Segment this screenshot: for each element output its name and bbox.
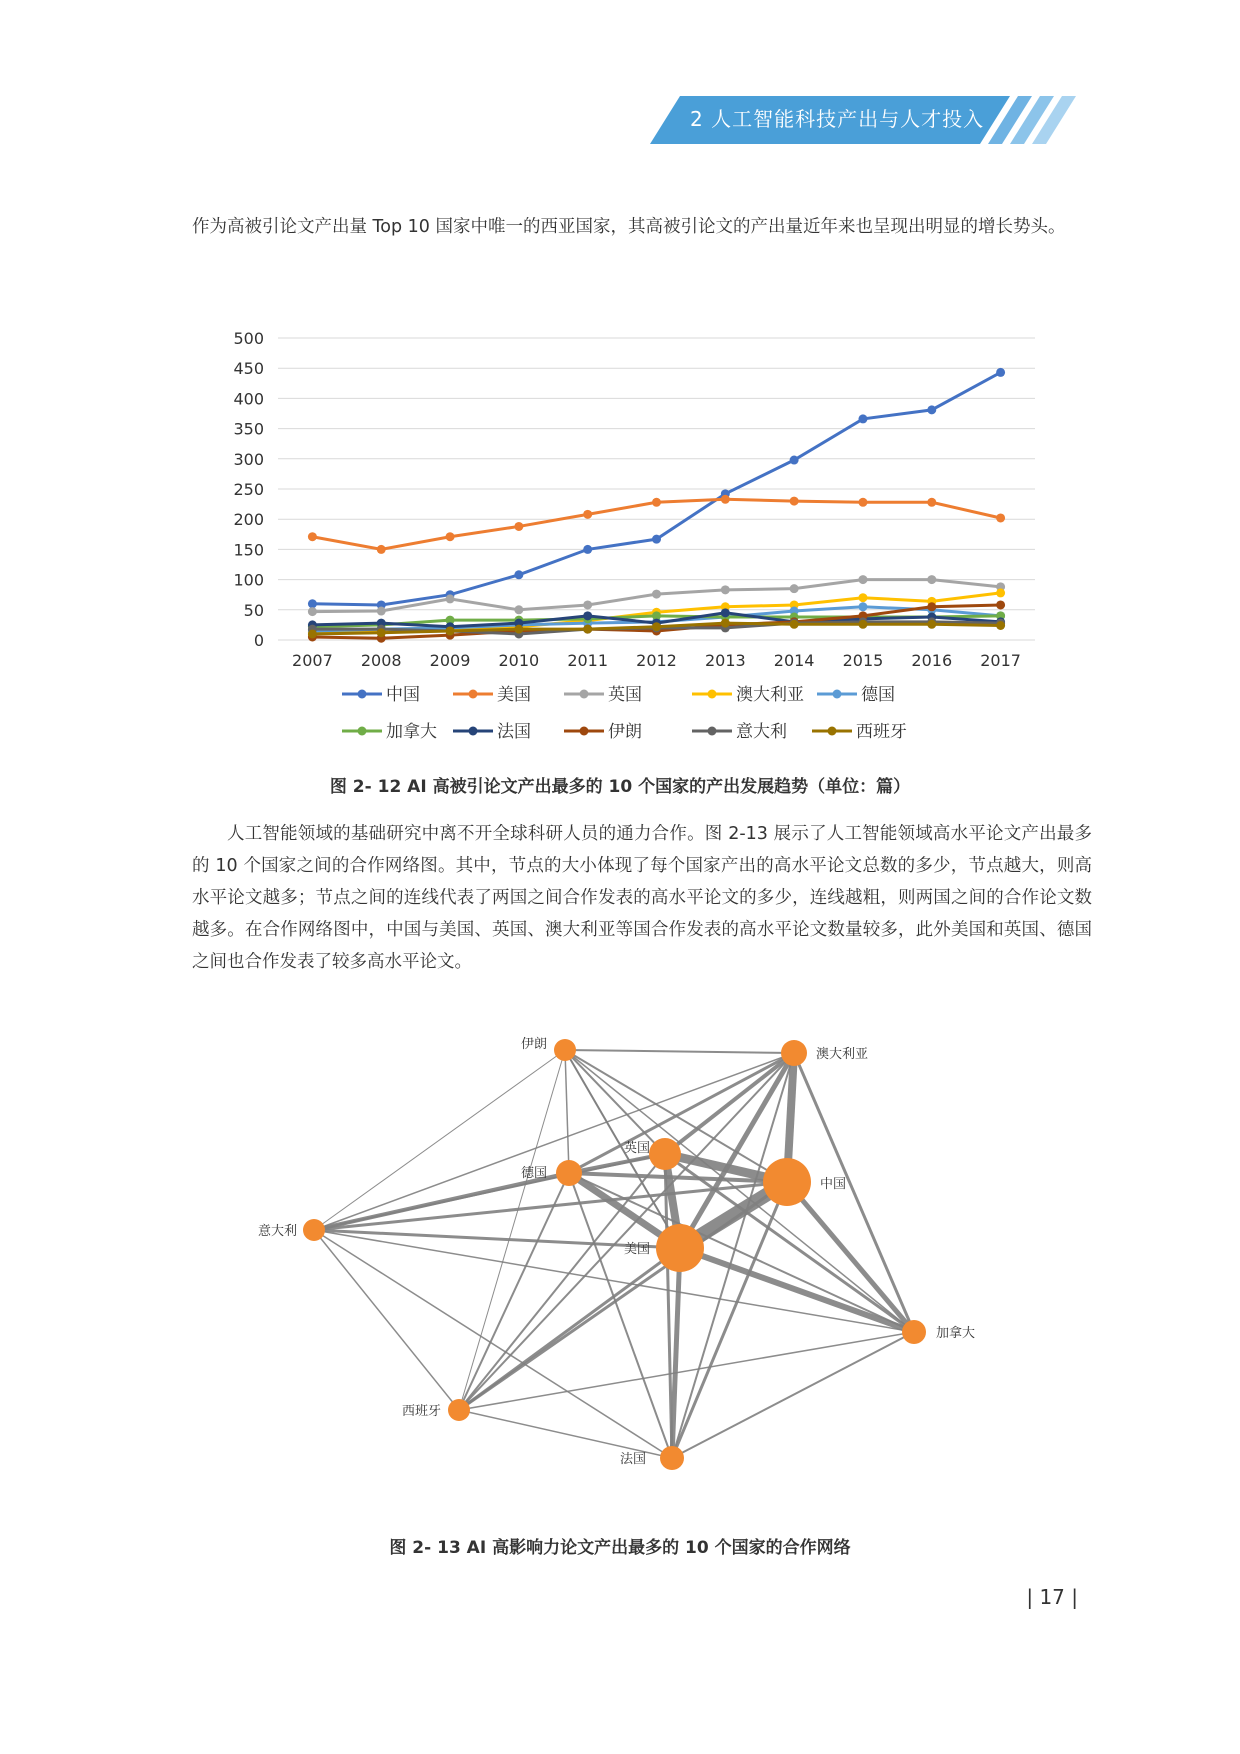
legend-swatch-marker (833, 690, 842, 699)
network-edge (565, 1050, 794, 1053)
y-tick-label: 450 (233, 359, 264, 379)
page-number-bar-left: | (1026, 1585, 1040, 1609)
network-edge (459, 1053, 794, 1410)
data-point (721, 495, 730, 504)
data-point (790, 456, 799, 465)
y-tick-label: 150 (233, 540, 264, 560)
data-point (583, 600, 592, 609)
legend-item (692, 685, 804, 705)
legend-swatch-marker (708, 690, 717, 699)
node-circle (303, 1219, 325, 1241)
edges (314, 1050, 914, 1458)
intro-paragraph: 作为高被引论文产出量 Top 10 国家中唯一的西亚国家，其高被引论文的产出量近年来也呈现出明显的增长势头。 (192, 217, 1066, 237)
legend-label: 澳大利亚 (736, 685, 804, 705)
node-label: 德国 (520, 1166, 547, 1181)
data-point (652, 498, 661, 507)
series-美国 (308, 495, 1005, 554)
x-tick-label: 2015 (842, 651, 884, 670)
x-tick-label: 2014 (773, 651, 815, 670)
data-point (858, 575, 867, 584)
figure1-caption: 图 2- 12 AI 高被引论文产出最多的 10 个国家的产出发展趋势（单位：篇） (329, 777, 911, 797)
network-edge (672, 1332, 914, 1458)
legend-label: 中国 (386, 685, 420, 705)
data-point (446, 532, 455, 541)
legend-item (342, 685, 420, 705)
network-node-iran (521, 1036, 576, 1061)
network-edge (565, 1050, 569, 1173)
legend-item (817, 685, 895, 705)
collaboration-network (230, 1020, 1010, 1500)
data-point (514, 625, 523, 634)
network-edge (565, 1050, 914, 1332)
network-edge (459, 1332, 914, 1410)
legend-label: 伊朗 (608, 722, 642, 742)
network-edge (569, 1173, 672, 1458)
x-tick-label: 2008 (360, 651, 402, 670)
data-point (996, 600, 1005, 609)
data-point (446, 626, 455, 635)
node-label: 法国 (619, 1452, 646, 1467)
node-circle (554, 1039, 576, 1061)
legend-swatch-marker (580, 727, 589, 736)
legend-swatch-marker (469, 727, 478, 736)
network-edge (459, 1410, 672, 1458)
data-point (858, 602, 867, 611)
data-point (377, 628, 386, 637)
legend-item (564, 685, 642, 705)
network-node-france (620, 1446, 684, 1470)
node-circle (656, 1224, 704, 1272)
y-tick-label: 0 (253, 631, 264, 650)
node-label: 中国 (820, 1177, 847, 1192)
data-point (514, 605, 523, 614)
data-point (790, 584, 799, 593)
node-circle (781, 1040, 807, 1066)
legend-swatch-marker (580, 690, 589, 699)
legend-label: 法国 (497, 722, 531, 742)
legend-item (812, 722, 907, 742)
y-tick-label: 300 (233, 449, 264, 469)
legend-label: 美国 (497, 685, 531, 705)
network-edge (565, 1050, 665, 1154)
y-tick-label: 50 (243, 600, 264, 620)
network-edge (672, 1248, 680, 1458)
legend-swatch-marker (469, 690, 478, 699)
node-circle (902, 1320, 926, 1344)
data-point (721, 608, 730, 617)
legend-label: 英国 (608, 685, 642, 705)
data-point (446, 594, 455, 603)
x-tick-label: 2010 (498, 651, 540, 670)
y-tick-label: 100 (233, 570, 264, 590)
data-point (790, 497, 799, 506)
data-point (721, 585, 730, 594)
legend-swatch-marker (828, 727, 837, 736)
figure2-caption: 图 2- 13 AI 高影响力论文产出最多的 10 个国家的合作网络 (389, 1538, 851, 1558)
page-number: 17 (1039, 1585, 1065, 1609)
data-point (583, 545, 592, 554)
x-tick-label: 2017 (980, 651, 1021, 670)
legend-swatch-marker (358, 690, 367, 699)
header-title: 2 人工智能科技产出与人才投入 (690, 107, 985, 131)
page-number-bar-right: | (1064, 1585, 1078, 1609)
node-circle (556, 1160, 582, 1186)
x-tick-label: 2012 (636, 651, 677, 670)
network-edge (459, 1182, 787, 1410)
legend-item (453, 722, 531, 742)
network-node-canada (902, 1320, 975, 1344)
legend-item (342, 722, 437, 742)
data-point (308, 607, 317, 616)
legend-label: 德国 (861, 685, 895, 705)
node-circle (448, 1399, 470, 1421)
network-node-italy (258, 1219, 325, 1241)
data-point (858, 620, 867, 629)
x-tick-label: 2007 (292, 651, 333, 670)
data-point (583, 625, 592, 634)
line-chart (200, 320, 1060, 760)
legend-label: 意大利 (736, 722, 787, 742)
node-circle (660, 1446, 684, 1470)
node-label: 加拿大 (936, 1326, 976, 1341)
data-point (652, 590, 661, 599)
legend-label: 西班牙 (856, 722, 907, 742)
x-tick-label: 2009 (429, 651, 471, 670)
network-node-australia (781, 1040, 868, 1066)
data-point (927, 575, 936, 584)
data-point (858, 414, 867, 423)
network-edge (314, 1230, 672, 1458)
node-label: 英国 (623, 1141, 650, 1156)
data-point (377, 545, 386, 554)
legend-item (692, 722, 787, 742)
legend-label: 加拿大 (386, 722, 437, 742)
x-tick-label: 2016 (911, 651, 953, 670)
network-node-china (763, 1158, 846, 1206)
node-label: 伊朗 (520, 1037, 547, 1052)
network-edge (314, 1230, 459, 1410)
legend-item (564, 722, 642, 742)
data-point (996, 513, 1005, 522)
node-label: 澳大利亚 (816, 1047, 869, 1062)
legend-swatch-marker (708, 727, 717, 736)
y-tick-label: 500 (233, 329, 264, 348)
legend-swatch-marker (358, 727, 367, 736)
nodes (258, 1036, 975, 1470)
node-circle (649, 1138, 681, 1170)
data-point (514, 522, 523, 531)
data-point (927, 602, 936, 611)
y-tick-label: 400 (233, 389, 264, 409)
data-point (927, 620, 936, 629)
data-point (996, 588, 1005, 597)
node-circle (763, 1158, 811, 1206)
network-edge (665, 1053, 794, 1154)
data-point (652, 535, 661, 544)
data-point (996, 368, 1005, 377)
y-tick-label: 350 (233, 419, 264, 439)
data-point (308, 599, 317, 608)
data-point (583, 611, 592, 620)
data-point (308, 532, 317, 541)
node-label: 美国 (623, 1242, 650, 1257)
data-point (583, 510, 592, 519)
network-node-spain (402, 1399, 470, 1421)
body-paragraph: 人工智能领域的基础研究中离不开全球科研人员的通力合作。图 2-13 展示了人工智能领域高水平论文产出最多的 10 个国家之间的合作网络图。其中，节点的大小体现了每个国家产出的高水平论文总数的多少，节点越大，则高水平论文越多；节点之间的连线代表了两国之间合作发表的高水平论文的多少，连线越粗，则两国之间的合作论文数越多。在合作网络图中，中国与美国、英国、澳大利亚等国合作发表的高水平论文数量较多，此外美国和英国、德国之间也合作发表了较多高水平论文。 (192, 824, 1092, 972)
data-point (996, 621, 1005, 630)
network-edge (569, 1173, 914, 1332)
data-point (721, 619, 730, 628)
data-point (514, 570, 523, 579)
legend-item (453, 685, 531, 705)
x-tick-label: 2013 (704, 651, 746, 670)
network-node-usa (624, 1224, 704, 1272)
data-point (377, 607, 386, 616)
data-point (790, 620, 799, 629)
data-point (927, 405, 936, 414)
data-point (308, 629, 317, 638)
data-point (858, 593, 867, 602)
data-point (927, 498, 936, 507)
data-point (652, 622, 661, 631)
y-tick-label: 200 (233, 510, 264, 530)
node-label: 意大利 (257, 1224, 297, 1239)
y-tick-label: 250 (233, 480, 264, 499)
x-tick-label: 2011 (567, 651, 609, 670)
data-point (858, 498, 867, 507)
node-label: 西班牙 (401, 1404, 441, 1419)
